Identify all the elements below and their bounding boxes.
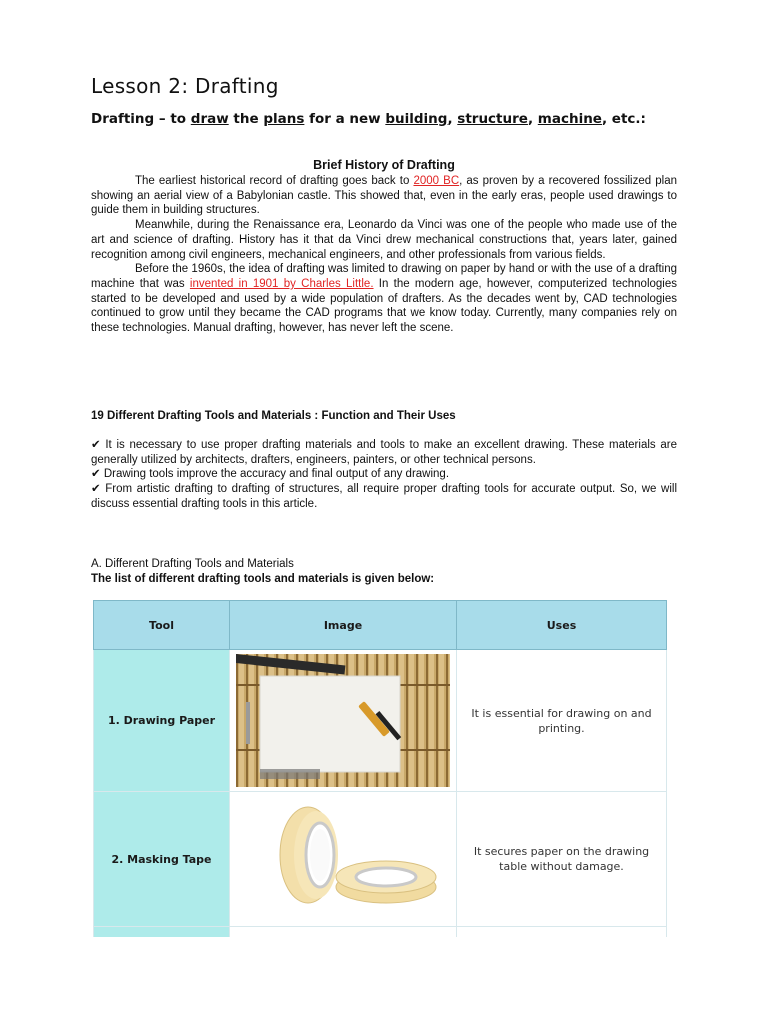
table-row — [94, 792, 667, 927]
check-item-1: ✔ It is necessary to use proper drafting materials and tools to make an excellent drawing. These materials are generally utilized by architects, drafters, engineers, painters, or other technical persons. — [91, 439, 677, 466]
tools-checklist — [91, 438, 677, 512]
image-cell — [230, 650, 457, 792]
subtitle-text: for a new — [304, 111, 386, 127]
check-item-3: ✔ From artistic drafting to drafting of structures, all require proper drafting tools for accurate output. So, we will discuss essential drafting tools in this article. — [91, 483, 677, 510]
history-paragraph-3 — [91, 262, 677, 336]
paragraph-text: The earliest historical record of drafting goes back to — [135, 175, 414, 187]
subtitle-text: Drafting – to — [91, 111, 191, 127]
header-image: Image — [230, 601, 457, 650]
history-paragraph-1 — [91, 174, 677, 218]
paragraph-text: Before the 1960s, the idea of drafting was limited to drawing on paper by hand or with the use of a drafting machine that was — [91, 263, 677, 290]
link-charles-little[interactable]: invented in 1901 by Charles Little. — [189, 277, 374, 290]
tool-uses — [457, 927, 667, 938]
underlined-word-structure: structure — [457, 111, 528, 127]
check-item-2: ✔ Drawing tools improve the accuracy and final output of any drawing. — [91, 468, 450, 481]
table-header-row — [94, 601, 667, 650]
lesson-title: Lesson 2: Drafting — [91, 74, 279, 98]
subtitle-text: the — [228, 111, 264, 127]
history-heading: Brief History of Drafting — [313, 158, 455, 172]
masking-tape-image — [236, 797, 450, 921]
tool-uses: It is essential for drawing on and printing. — [457, 650, 667, 792]
section-a-intro: The list of different drafting tools and materials is given below: — [91, 573, 435, 585]
tools-table — [93, 600, 667, 937]
section-a-heading: A. Different Drafting Tools and Materials — [91, 558, 294, 570]
link-2000-bc[interactable]: 2000 BC — [413, 175, 460, 187]
tool-name: 2. Masking Tape — [94, 792, 230, 927]
tools-section-title: 19 Different Drafting Tools and Materials : Function and Their Uses — [91, 410, 456, 422]
tool-name — [94, 927, 230, 938]
header-uses: Uses — [457, 601, 667, 650]
image-cell — [230, 792, 457, 927]
paragraph-text: In the modern age, however, computerized technologies started to be developed and used by a wide population of drafters. As the decades went by, CAD technologies continued to grow until they became the CAD programs that we know today. Currently, many companies rely on these technologies. Manual drafting, however, has never left the scene. — [91, 277, 677, 335]
section-a — [91, 557, 434, 587]
subtitle-text: , etc.: — [601, 111, 646, 127]
tool-uses: It secures paper on the drawing table without damage. — [457, 792, 667, 927]
underlined-word-building: building — [385, 111, 448, 127]
underlined-word-draw: draw — [190, 111, 229, 127]
underlined-word-plans: plans — [263, 111, 305, 127]
drawing-paper-image — [236, 654, 450, 787]
tool-name: 1. Drawing Paper — [94, 650, 230, 792]
subtitle-text: , — [447, 111, 458, 127]
table-row — [94, 927, 667, 938]
table-row — [94, 650, 667, 792]
history-body — [91, 174, 677, 336]
image-cell — [230, 927, 457, 938]
underlined-word-machine: machine — [537, 111, 602, 127]
subtitle-text: , — [527, 111, 538, 127]
header-tool: Tool — [94, 601, 230, 650]
history-paragraph-2: Meanwhile, during the Renaissance era, Leonardo da Vinci was one of the people who made use of the art and science of drafting. History has it that da Vinci drew mechanical constructions that, years later, gained recognition among civil engineers, mechanical engineers, and other professionals from various fields. — [91, 219, 677, 261]
paragraph-text: , as proven by a recovered fossilized plan showing an aerial view of a Babylonian castle. This showed that, even in the early eras, people used drawings to guide them in building structures. — [91, 175, 677, 217]
drafting-definition — [91, 111, 646, 127]
